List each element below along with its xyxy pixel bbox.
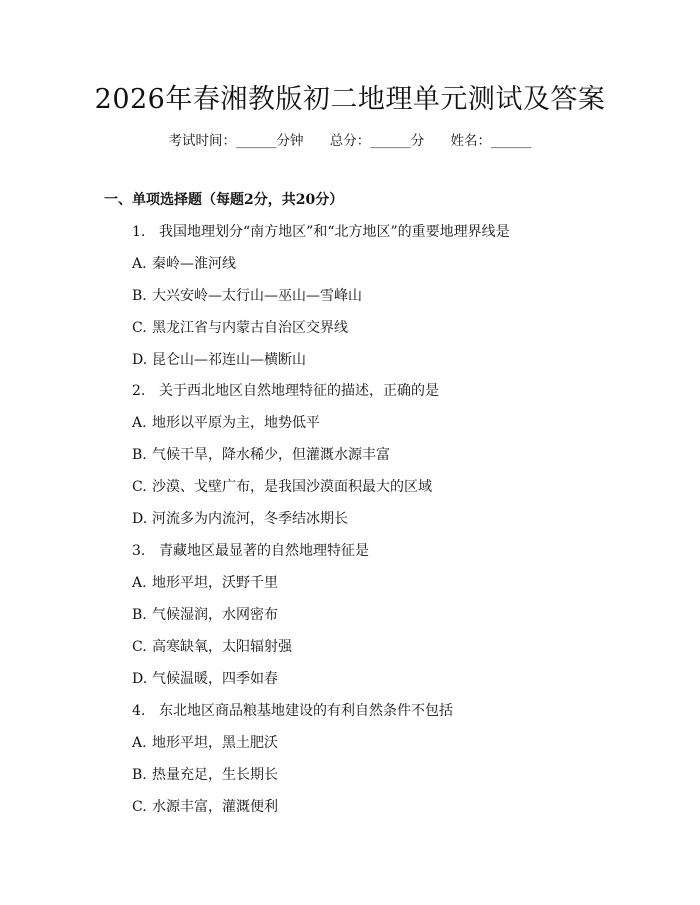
option-letter: B. [132,607,147,623]
question-stem [132,381,439,401]
question-text: 青藏地区最显著的自然地理特征是 [159,543,369,559]
exam-meta-line [0,131,700,151]
question-text: 关于西北地区自然地理特征的描述，正确的是 [159,383,439,399]
question-text: 东北地区商品粮基地建设的有利自然条件不包括 [159,703,453,719]
option-text: 水源丰富，灌溉便利 [152,799,278,815]
option-letter: C. [132,799,147,815]
option-letter: A. [132,415,147,431]
option-b [132,445,390,465]
option-d [132,509,348,529]
option-text: 昆仑山—祁连山—横断山 [152,352,306,368]
option-letter: C. [132,320,147,336]
option-text: 河流多为内流河，冬季结冰期长 [152,511,348,527]
option-letter: D. [132,352,148,368]
question-stem [132,222,510,242]
option-letter: B. [132,447,147,463]
question-number: 2. [132,383,146,399]
option-text: 气候干旱，降水稀少，但灌溉水源丰富 [152,447,390,463]
question-number: 3. [132,543,146,559]
option-c [132,477,432,497]
option-text: 地形平坦，沃野千里 [152,575,278,591]
option-letter: C. [132,479,147,495]
option-letter: B. [132,288,147,304]
option-letter: D. [132,671,148,687]
option-b [132,286,362,306]
option-text: 大兴安岭—太行山—巫山—雪峰山 [152,288,362,304]
option-letter: A. [132,575,147,591]
option-c [132,637,292,657]
question-stem [132,701,453,721]
document-title: 2026年春湘教版初二地理单元测试及答案 [94,84,606,115]
total-score-field: 总分：______分 [329,133,425,149]
question-number: 1. [132,224,146,240]
option-d [132,350,306,370]
option-a [132,573,278,593]
option-d [132,669,278,689]
option-text: 气候温暖，四季如春 [152,671,278,687]
option-letter: D. [132,511,148,527]
option-c [132,318,348,338]
option-letter: A. [132,256,147,272]
option-text: 秦岭—淮河线 [152,256,236,272]
section-heading: 一、单项选择题（每题2分，共20分） [104,192,344,208]
student-name-field: 姓名：______ [450,133,532,149]
option-b [132,765,278,785]
option-a [132,254,236,274]
question-stem [132,541,369,561]
question-text: 我国地理划分“南方地区”和“北方地区”的重要地理界线是 [159,224,510,240]
option-letter: C. [132,639,147,655]
option-text: 气候湿润，水网密布 [152,607,278,623]
option-a [132,733,278,753]
option-text: 热量充足，生长期长 [152,767,278,783]
option-b [132,605,278,625]
exam-time-field: 考试时间：______分钟 [168,133,304,149]
option-letter: B. [132,767,147,783]
option-a [132,413,320,433]
option-text: 沙漠、戈壁广布，是我国沙漠面积最大的区域 [152,479,432,495]
option-text: 地形平坦，黑土肥沃 [152,735,278,751]
question-number: 4. [132,703,146,719]
option-text: 地形以平原为主，地势低平 [152,415,320,431]
option-text: 黑龙江省与内蒙古自治区交界线 [152,320,348,336]
option-c [132,797,278,817]
option-text: 高寒缺氧，太阳辐射强 [152,639,292,655]
option-letter: A. [132,735,147,751]
